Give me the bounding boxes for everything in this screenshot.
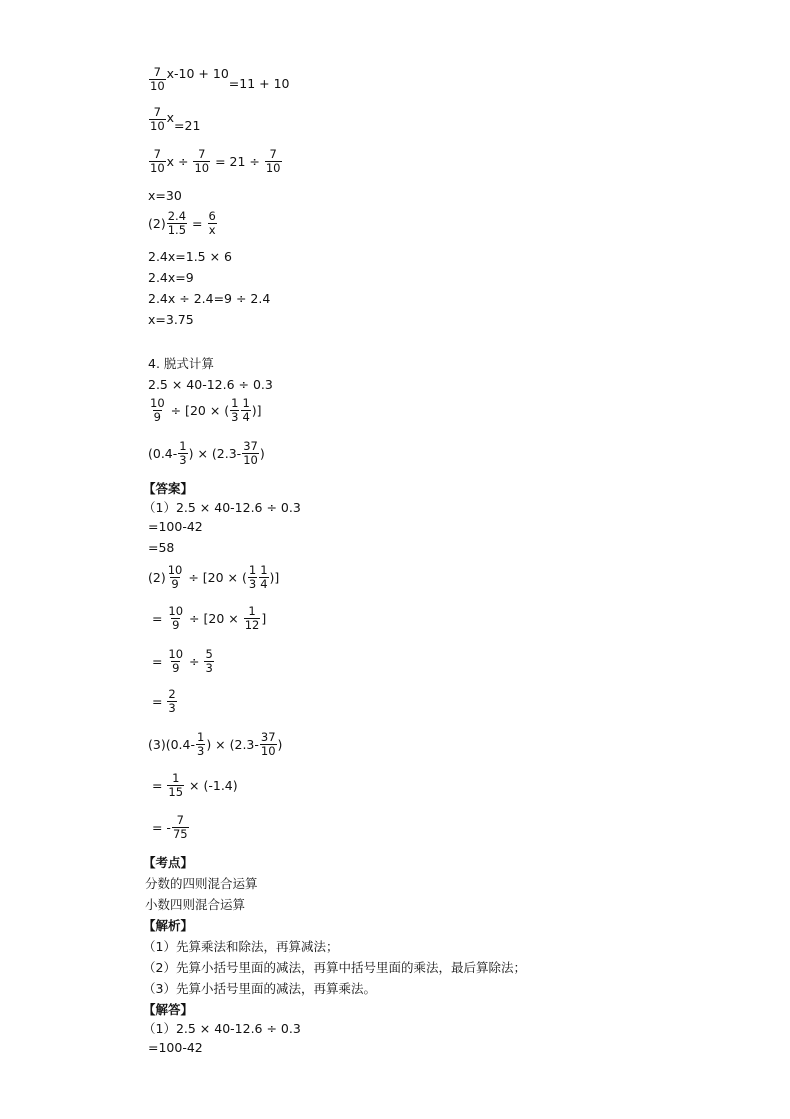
fraction: [149, 148, 166, 175]
numerator: 1: [248, 563, 257, 577]
equation-line: [148, 688, 178, 715]
denominator: 9: [172, 661, 180, 675]
numerator: 10: [168, 604, 184, 618]
numerator: 7: [153, 65, 161, 79]
kaodian-label: 【考点】: [143, 855, 194, 870]
denominator: 9: [153, 410, 161, 424]
text-line: 小数四则混合运算: [145, 897, 246, 912]
fraction: [265, 148, 282, 175]
text: (3)(0.4-: [148, 737, 195, 752]
text: =21: [174, 118, 201, 133]
denominator: 10: [194, 161, 210, 175]
fraction: [259, 564, 268, 591]
text-line: =100-42: [148, 519, 203, 534]
numerator: 7: [269, 147, 277, 161]
text: =11 + 10: [228, 76, 290, 91]
fraction: [193, 148, 210, 175]
text-line: （3）先算小括号里面的减法，再算乘法。: [143, 981, 376, 996]
text: =: [148, 778, 167, 793]
fraction: [207, 210, 216, 237]
text: x ÷: [166, 154, 193, 169]
denominator: 3: [196, 744, 205, 758]
text: ): [259, 446, 265, 461]
numerator: 1: [172, 771, 180, 785]
denominator: 3: [168, 701, 176, 715]
numerator: 7: [176, 813, 184, 827]
numerator: 5: [205, 647, 213, 661]
text-line: 2.4x=9: [148, 270, 194, 285]
numerator: 10: [150, 396, 165, 410]
fraction: [149, 397, 166, 424]
equation-line: [148, 440, 265, 467]
equation-line: [148, 731, 282, 758]
fraction: [167, 688, 176, 715]
denominator: 9: [172, 618, 180, 632]
text: (2): [148, 570, 166, 585]
text-line: 2.5 × 40-12.6 ÷ 0.3: [148, 377, 273, 392]
numerator: 7: [153, 147, 161, 161]
denominator: 10: [265, 161, 281, 175]
denominator: 10: [243, 453, 258, 467]
numerator: 1: [260, 563, 268, 577]
text-line: （1）2.5 × 40-12.6 ÷ 0.3: [143, 1021, 301, 1036]
equation-line: [148, 648, 215, 675]
text: (2): [148, 216, 166, 231]
equation-line: [148, 66, 290, 93]
text-line: （1）2.5 × 40-12.6 ÷ 0.3: [143, 500, 301, 515]
numerator: 7: [153, 105, 161, 119]
text: =: [148, 611, 167, 626]
text: )]: [269, 570, 280, 585]
fraction: [244, 605, 261, 632]
fraction: [204, 648, 213, 675]
equation-line: [148, 772, 238, 799]
numerator: 1: [242, 396, 250, 410]
equation-line: [148, 397, 262, 424]
text: ÷ [20 ×: [185, 611, 243, 626]
text-line: x=30: [148, 188, 182, 203]
numerator: 37: [243, 439, 258, 453]
denominator: 4: [260, 577, 268, 591]
fraction: [241, 397, 250, 424]
numerator: 7: [198, 147, 206, 161]
text-line: =100-42: [148, 1040, 203, 1055]
equation-line: [148, 605, 266, 632]
text: ) × (2.3-: [188, 446, 242, 461]
text: × (-1.4): [185, 778, 238, 793]
denominator: 4: [242, 410, 250, 424]
equation-line: [148, 106, 200, 133]
denominator: 12: [244, 618, 260, 632]
denominator: 3: [179, 453, 187, 467]
text-line: 分数的四则混合运算: [145, 876, 258, 891]
jiexi-label: 【解析】: [143, 918, 194, 933]
fraction: [167, 564, 184, 591]
text: ): [277, 737, 283, 752]
denominator: x: [208, 223, 216, 237]
fraction: [167, 648, 184, 675]
equation-line: [148, 564, 279, 591]
fraction: [172, 814, 189, 841]
text-line: =58: [148, 540, 175, 555]
numerator: 10: [167, 563, 183, 577]
text: ÷ [20 × (: [184, 570, 247, 585]
text: x: [166, 110, 175, 125]
text: ) × (2.3-: [206, 737, 259, 752]
fraction: [230, 397, 239, 424]
numerator: 1: [231, 396, 239, 410]
text: =: [188, 216, 207, 231]
numerator: 10: [168, 647, 184, 661]
numerator: 2.4: [167, 209, 187, 223]
text: ÷: [185, 654, 204, 669]
denominator: 75: [172, 827, 188, 841]
equation-line: [148, 814, 190, 841]
text: =: [148, 654, 167, 669]
text: ]: [261, 611, 267, 626]
fraction: [167, 605, 184, 632]
numerator: 1: [248, 604, 256, 618]
denominator: 3: [205, 661, 213, 675]
fraction: [196, 731, 205, 758]
text-line: （2）先算小括号里面的减法，再算中括号里面的乘法，最后算除法；: [143, 960, 526, 975]
equation-line: [148, 148, 283, 175]
denominator: 9: [171, 577, 179, 591]
fraction: [178, 440, 187, 467]
denominator: 10: [150, 79, 165, 93]
denominator: 1.5: [167, 223, 187, 237]
section-title: 4. 脱式计算: [148, 356, 214, 371]
text: (0.4-: [148, 446, 178, 461]
text-line: 2.4x ÷ 2.4=9 ÷ 2.4: [148, 291, 271, 306]
fraction: [248, 564, 257, 591]
text-line: （1）先算乘法和除法，再算减法；: [143, 939, 339, 954]
text: x-10 + 10: [166, 66, 229, 81]
fraction: [167, 210, 187, 237]
text: = -: [148, 820, 171, 835]
denominator: 10: [150, 161, 165, 175]
denominator: 10: [260, 744, 276, 758]
fraction: [242, 440, 259, 467]
text: )]: [251, 403, 262, 418]
denominator: 15: [168, 785, 184, 799]
text-line: 2.4x=1.5 × 6: [148, 249, 233, 264]
equation-line: [148, 210, 218, 237]
text: ÷ [20 × (: [166, 403, 230, 418]
denominator: 3: [231, 410, 239, 424]
numerator: 1: [179, 439, 187, 453]
jieda-label: 【解答】: [143, 1002, 194, 1017]
numerator: 6: [208, 209, 216, 223]
denominator: 10: [150, 119, 165, 133]
text-line: x=3.75: [148, 312, 194, 327]
text: = 21 ÷: [211, 154, 264, 169]
denominator: 3: [248, 577, 257, 591]
fraction: [149, 66, 166, 93]
numerator: 1: [196, 730, 205, 744]
fraction: [149, 106, 166, 133]
text: =: [148, 694, 167, 709]
numerator: 37: [260, 730, 276, 744]
fraction: [167, 772, 184, 799]
fraction: [260, 731, 277, 758]
numerator: 2: [168, 687, 176, 701]
answer-label: 【答案】: [143, 481, 194, 496]
